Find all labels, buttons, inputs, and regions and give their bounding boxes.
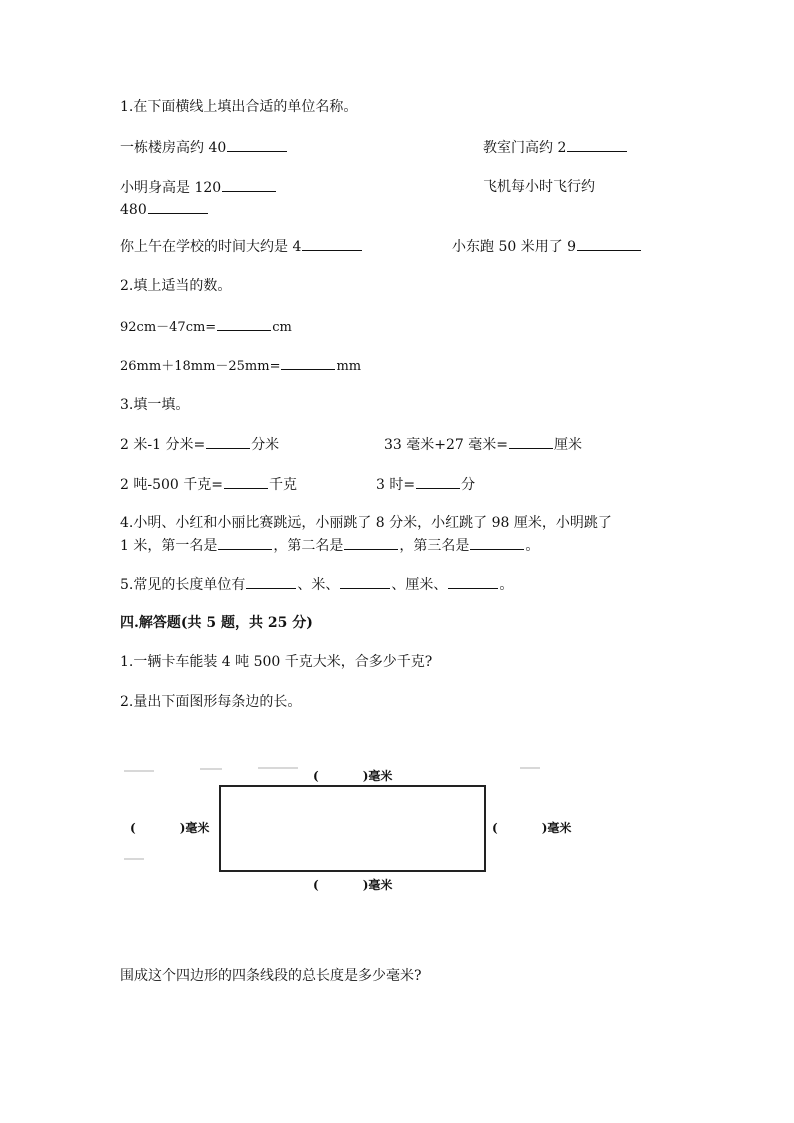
- q3-b1: [120, 474, 297, 495]
- q3-a1-unit: 分米: [251, 437, 280, 453]
- answer-blank[interactable]: [224, 474, 268, 489]
- q1-r2a-text: 小明身高是 120: [120, 180, 222, 196]
- q1-row1-left: [120, 137, 288, 158]
- q3-b1-text: 2 吨-500 千克=: [120, 477, 223, 493]
- q3-a1: [120, 434, 279, 455]
- q1-r3b-text: 小东跑 50 米用了 9: [452, 239, 577, 255]
- q3-b2-text: 3 时=: [376, 477, 416, 493]
- q2-e2-unit: mm: [336, 359, 362, 374]
- answer-blank[interactable]: [470, 535, 524, 550]
- total-length-question: 围成这个四边形的四条线段的总长度是多少毫米?: [120, 968, 422, 984]
- q1-r3a-text: 你上午在学校的时间大约是 4: [120, 239, 302, 255]
- q1-row2-cont: [120, 199, 209, 220]
- unit-label: )毫米: [541, 821, 572, 835]
- open-paren: (: [313, 769, 319, 783]
- open-paren: (: [313, 878, 319, 892]
- answer-blank[interactable]: [344, 535, 398, 550]
- q1-row3-left: [120, 236, 363, 257]
- scan-speck: [124, 858, 144, 860]
- q2-e1-unit: cm: [272, 320, 292, 335]
- answer-blank[interactable]: [340, 574, 390, 589]
- answer-blank[interactable]: [577, 236, 641, 251]
- q3-a2-unit: 厘米: [554, 437, 582, 453]
- q5-c-text: 、厘米、: [391, 577, 448, 593]
- q1-row1-right: [483, 137, 628, 158]
- q5-line: [120, 574, 513, 595]
- q3-b2-unit: 分: [461, 477, 476, 493]
- q2-e2-text: 26mm＋18mm－25mm=: [120, 359, 281, 374]
- answer-blank[interactable]: [218, 535, 272, 550]
- q3-a2-text: 33 毫米+27 毫米=: [384, 437, 508, 453]
- q1-r1a-text: 一栋楼房高约 40: [120, 140, 227, 156]
- q1-row2-left: [120, 177, 277, 198]
- q1-r1b-text: 教室门高约 2: [483, 140, 567, 156]
- problem2: 2.量出下面图形每条边的长。: [120, 694, 302, 710]
- q1-r2b-text: 飞机每小时飞行约: [483, 179, 595, 195]
- q3-title: 3.填一填。: [120, 397, 190, 413]
- unit-label: )毫米: [362, 878, 393, 892]
- q4-l2a-text: 1 米，第一名是: [120, 538, 218, 554]
- q2-e1-text: 92cm－47cm=: [120, 320, 217, 335]
- unit-label: )毫米: [362, 769, 393, 783]
- q4-line1: 4.小明、小红和小丽比赛跳远，小丽跳了 8 分米，小红跳了 98 厘米，小明跳了: [120, 515, 612, 531]
- q3-a2: [384, 434, 582, 455]
- section4-heading: 四.解答题(共 5 题，共 25 分): [120, 615, 313, 631]
- answer-blank[interactable]: [567, 137, 627, 152]
- scan-speck: [124, 770, 154, 772]
- q4-l2d-text: 。: [525, 538, 540, 554]
- answer-blank[interactable]: [302, 236, 362, 251]
- answer-blank[interactable]: [148, 199, 208, 214]
- q2-expr1: [120, 316, 292, 338]
- bottom-side-label: [313, 876, 392, 893]
- answer-blank[interactable]: [509, 434, 553, 449]
- right-side-label: [492, 819, 571, 836]
- q1-row2-right: [483, 177, 595, 197]
- scan-speck: [520, 767, 540, 769]
- answer-blank[interactable]: [206, 434, 250, 449]
- q2-title: 2.填上适当的数。: [120, 278, 232, 294]
- q5-b-text: 、米、: [297, 577, 340, 593]
- q4-line2: [120, 535, 539, 556]
- q1-row3-right: [452, 236, 642, 257]
- q3-b2: [376, 474, 475, 495]
- q5-a-text: 5.常见的长度单位有: [120, 577, 246, 593]
- scan-speck: [258, 767, 298, 769]
- q3-a1-text: 2 米-1 分米=: [120, 437, 206, 453]
- rectangle-figure: [219, 785, 486, 872]
- q4-l2b-text: ，第二名是: [273, 538, 344, 554]
- open-paren: (: [492, 821, 498, 835]
- unit-label: )毫米: [179, 821, 210, 835]
- scan-speck: [200, 768, 222, 770]
- answer-blank[interactable]: [448, 574, 498, 589]
- q4-l2c-text: ，第三名是: [399, 538, 470, 554]
- answer-blank[interactable]: [222, 177, 276, 192]
- q5-d-text: 。: [499, 577, 514, 593]
- problem1: 1.一辆卡车能装 4 吨 500 千克大米，合多少千克?: [120, 654, 433, 670]
- open-paren: (: [130, 821, 136, 835]
- answer-blank[interactable]: [281, 355, 335, 370]
- answer-blank[interactable]: [227, 137, 287, 152]
- answer-blank[interactable]: [416, 474, 460, 489]
- q2-expr2: [120, 355, 361, 377]
- top-side-label: [313, 767, 392, 784]
- q3-b1-unit: 千克: [269, 477, 297, 493]
- q1-title: 1.在下面横线上填出合适的单位名称。: [120, 99, 358, 115]
- q1-r2c-text: 480: [120, 202, 147, 218]
- left-side-label: [130, 819, 209, 836]
- answer-blank[interactable]: [217, 316, 271, 331]
- answer-blank[interactable]: [246, 574, 296, 589]
